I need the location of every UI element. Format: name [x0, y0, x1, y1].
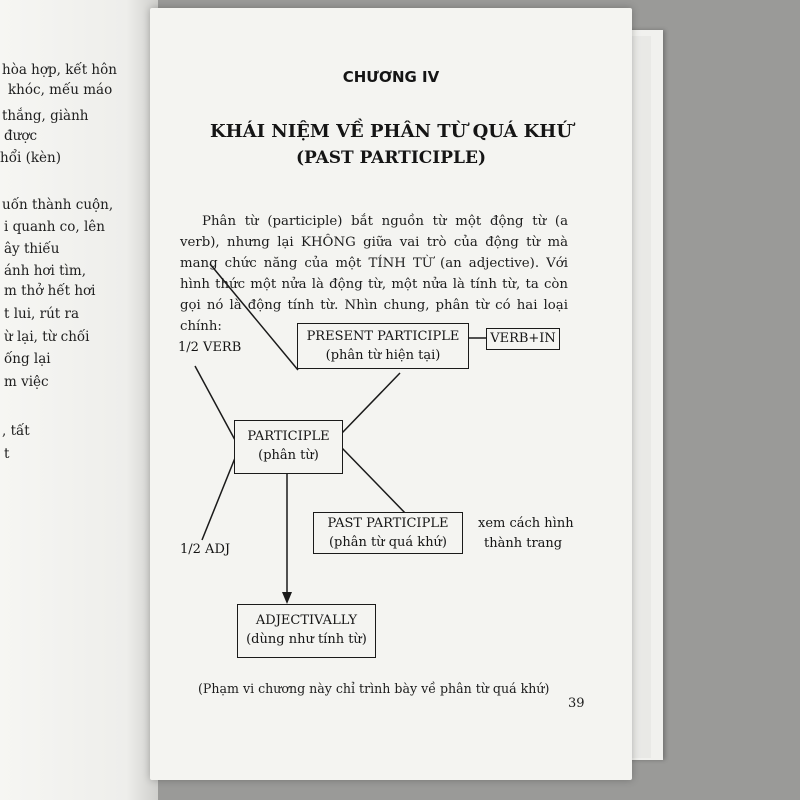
- left-text-line: i quanh co, lên: [4, 219, 105, 235]
- left-text-line: ừ lại, từ chối: [4, 329, 90, 345]
- past-participle-label: PAST PARTICIPLE: [327, 516, 449, 531]
- participle-box: [234, 420, 343, 474]
- left-text-line: khóc, mếu máo: [8, 82, 113, 98]
- left-text-line: ống lại: [4, 351, 51, 367]
- participle-label: PARTICIPLE: [247, 429, 330, 444]
- half-adj-label: 1/2 ADJ: [180, 542, 231, 557]
- left-text-line: uốn thành cuộn,: [2, 197, 114, 213]
- left-page: [0, 0, 158, 800]
- left-text-line: hổi (kèn): [0, 150, 61, 166]
- participle-vi-label: (phân từ): [258, 448, 319, 463]
- left-text-line: ây thiếu: [4, 241, 60, 257]
- left-text-line: m việc: [4, 374, 49, 390]
- intro-paragraph: Phân từ (participle) bắt nguồn từ một động từ (a verb), nhưng lại KHÔNG giữa vai trò của động từ mà mang chức năng của một TÍNH TỪ (an adjective). Với hình thức một nửa là động từ, một nửa là tính từ, ta còn gọi nó là động tính từ. Nhìn chung, phân từ có hai loại chính:: [180, 214, 568, 334]
- verb-in-box: [486, 328, 560, 350]
- left-text-line: thắng, giành: [2, 108, 89, 124]
- adjectivally-box: [237, 604, 376, 658]
- page-number: 39: [568, 696, 585, 711]
- connector-half-verb: [195, 366, 235, 440]
- verb-in-label: VERB+IN: [490, 331, 556, 346]
- half-verb-label: 1/2 VERB: [178, 340, 242, 355]
- scope-caption: (Phạm vi chương này chỉ trình bày về phân từ quá khứ): [198, 681, 550, 696]
- see-note-line1: xem cách hình: [478, 516, 574, 531]
- see-note-line2: thành trang: [484, 536, 563, 551]
- left-text-line: được: [4, 128, 38, 144]
- chapter-heading: CHƯƠNG IV: [342, 68, 440, 86]
- adjectivally-vi-label: (dùng như tính từ): [246, 632, 367, 647]
- left-text-line: t: [4, 446, 10, 462]
- connector-half-adj: [202, 458, 235, 540]
- left-text-line: hòa hợp, kết hôn: [2, 62, 117, 78]
- past-participle-vi-label: (phân từ quá khứ): [328, 535, 448, 550]
- present-participle-box: [297, 323, 469, 369]
- chapter-title: KHÁI NIỆM VỀ PHÂN TỪ QUÁ KHỨ: [209, 121, 573, 142]
- left-text-line: t lui, rút ra: [4, 306, 79, 322]
- present-participle-vi-label: (phân từ hiện tại): [325, 348, 441, 363]
- diagram-connectors: [150, 8, 632, 780]
- left-text-line: ánh hơi tìm,: [4, 263, 86, 279]
- chapter-subtitle: (PAST PARTICIPLE): [295, 148, 486, 168]
- past-participle-box: [313, 512, 463, 554]
- connector-present-participle: [342, 373, 400, 433]
- right-page: [150, 8, 632, 780]
- left-text-line: , tất: [2, 423, 30, 439]
- connector-past-participle: [342, 448, 408, 516]
- present-participle-label: PRESENT PARTICIPLE: [306, 329, 460, 344]
- left-text-line: m thở hết hơi: [4, 283, 96, 299]
- arrow-head: [282, 592, 292, 604]
- adjectivally-label: ADJECTIVALLY: [255, 613, 358, 628]
